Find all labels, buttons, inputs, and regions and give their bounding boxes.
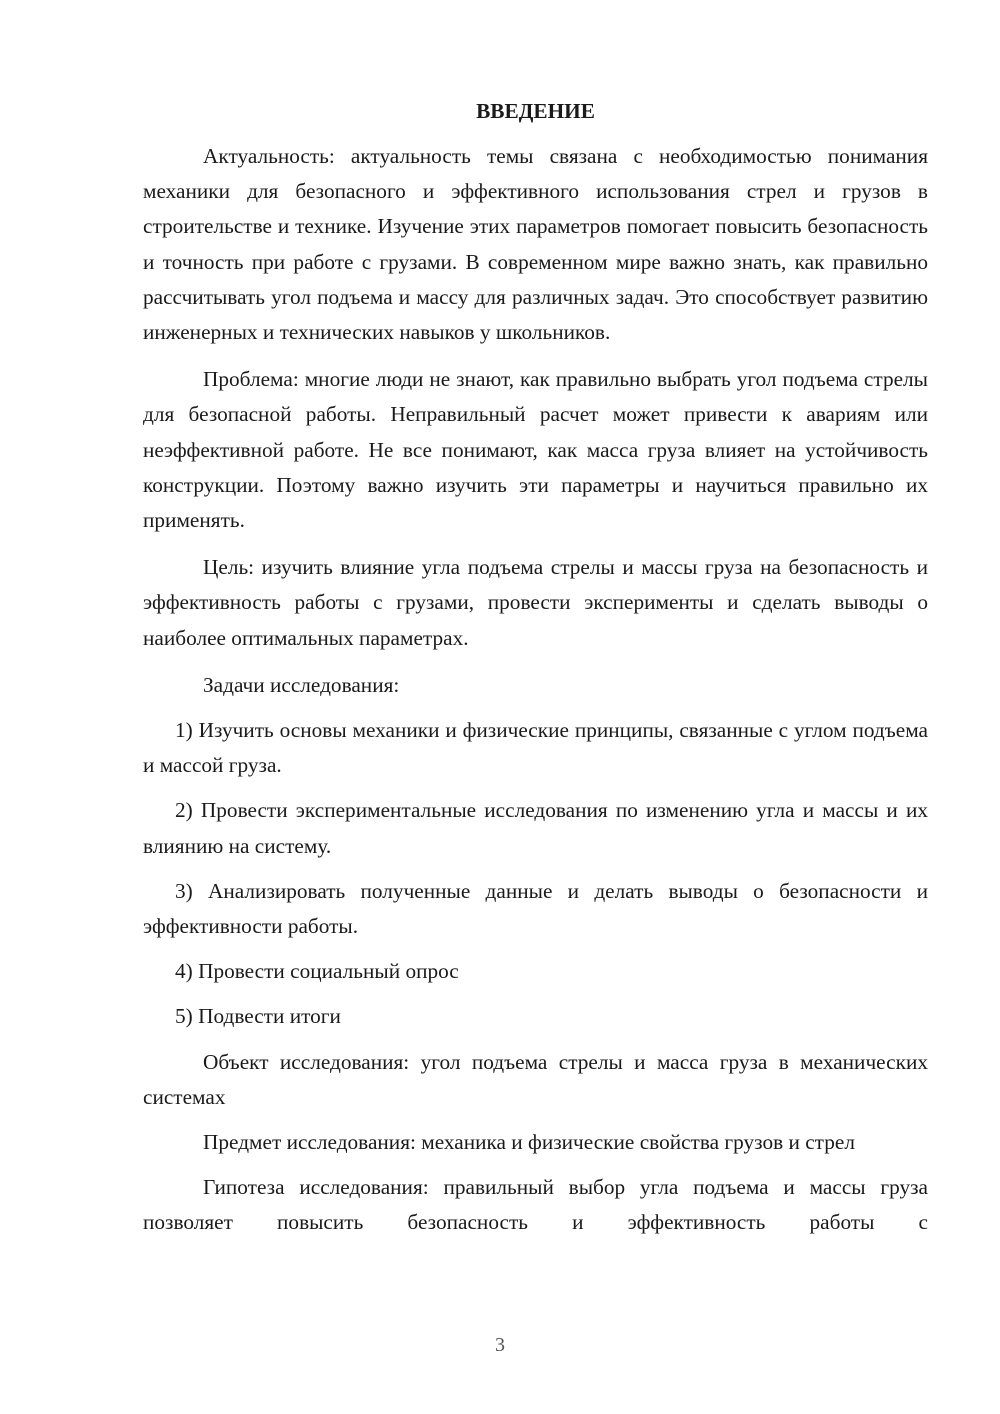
paragraph-relevance: Актуальность: актуальность темы связана с необходимостью понимания механики для безопасного и эффективного использования стрел и грузов в строительстве и технике. Изучение этих параметров помогает повысить безопасность и точность при работе с грузами. В современном мире важно знать, как правильно рассчитывать угол подъема и массу для различных задач. Это способствует развитию инженерных и технических навыков у школьников. bbox=[143, 144, 928, 345]
paragraph-goal: Цель: изучить влияние угла подъема стрелы и массы груза на безопасность и эффективность работы с грузами, провести эксперименты и сделать выводы о наиболее оптимальных параметрах. bbox=[143, 555, 928, 650]
page-number: 3 bbox=[495, 1334, 505, 1356]
task-item-2: 2) Провести экспериментальные исследования по изменению угла и массы и их влиянию на систему. bbox=[143, 798, 928, 858]
paragraph-object: Объект исследования: угол подъема стрелы и масса груза в механических системах bbox=[143, 1049, 928, 1109]
tasks-heading: Задачи исследования: bbox=[203, 672, 400, 697]
task-item-3: 3) Анализировать полученные данные и делать выводы о безопасности и эффективности работы. bbox=[143, 878, 928, 939]
task-item-4: 4) Провести социальный опрос bbox=[175, 959, 459, 984]
paragraph-hypothesis: Гипотеза исследования: правильный выбор угла подъема и массы груза позволяет повысить безопасность и эффективность работы с bbox=[143, 1175, 928, 1235]
task-item-5: 5) Подвести итоги bbox=[175, 1004, 341, 1029]
task-item-1: 1) Изучить основы механики и физические принципы, связанные с углом подъема и массой груза. bbox=[143, 718, 928, 778]
section-title: ВВЕДЕНИЕ bbox=[476, 99, 595, 123]
paragraph-subject: Предмет исследования: механика и физические свойства грузов и стрел bbox=[203, 1130, 855, 1155]
document-page bbox=[143, 94, 928, 1241]
paragraph-problem: Проблема: многие люди не знают, как правильно выбрать угол подъема стрелы для безопасной работы. Неправильный расчет может привести к авариям или неэффективной работе. Не все понимают, как масса груза влияет на устойчивость конструкции. Поэтому важно изучить эти параметры и научиться правильно их применять. bbox=[143, 367, 928, 533]
